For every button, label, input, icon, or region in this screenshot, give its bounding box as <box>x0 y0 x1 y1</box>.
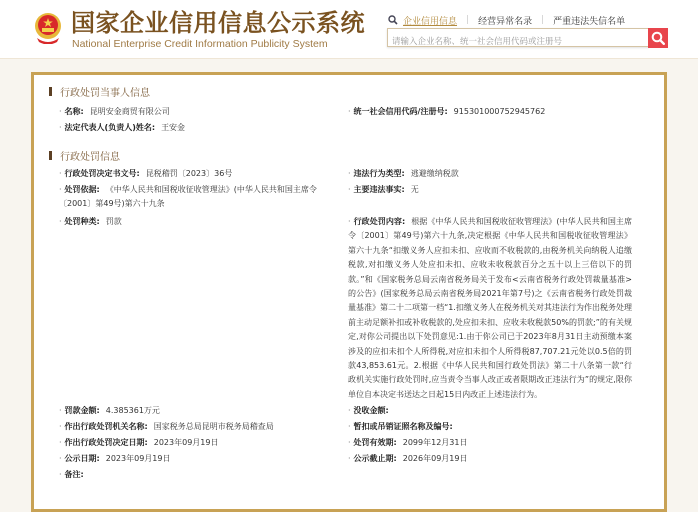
field-label: 作出行政处罚决定日期: <box>64 438 148 447</box>
field-label: 备注: <box>64 470 84 479</box>
nav-divider: | <box>466 15 470 25</box>
field-label: 没收金额: <box>353 406 389 415</box>
field-main-facts: · 主要违法事实: 无 <box>348 185 419 194</box>
field-decision-date: · 作出行政处罚决定日期: 2023年09月19日 <box>59 438 219 447</box>
field-authority: · 作出行政处罚机关名称: 国家税务总局昆明市税务局稽查局 <box>59 422 274 431</box>
field-remarks: · 备注: <box>59 470 84 479</box>
search-box <box>387 28 649 47</box>
field-label: 行政处罚决定书文号: <box>64 169 140 178</box>
field-value: 2099年12月31日 <box>402 438 468 447</box>
field-label: 处罚依据: <box>64 185 100 194</box>
field-value: 昆税稽罚〔2023〕36号 <box>145 169 233 178</box>
nav-divider: | <box>541 15 545 25</box>
field-publicity-end: · 公示截止期: 2026年09月19日 <box>348 454 468 463</box>
search-icon <box>651 31 665 45</box>
field-name: · 名称: 昆明安金商贸有限公司 <box>59 107 170 116</box>
site-subtitle: National Enterprise Credit Information Publicity System <box>72 38 328 50</box>
field-label: 罚款金额: <box>64 406 100 415</box>
section-marker <box>49 87 52 96</box>
field-value: 无 <box>410 185 419 194</box>
field-label: 暂扣或吊销证照名称及编号: <box>353 422 453 431</box>
field-value: 国家税务总局昆明市税务局稽查局 <box>153 422 274 431</box>
field-value: 昆明安金商贸有限公司 <box>89 107 170 116</box>
field-publicity-date: · 公示日期: 2023年09月19日 <box>59 454 171 463</box>
section-title-text: 行政处罚当事人信息 <box>60 88 150 99</box>
field-value: 2023年09月19日 <box>105 454 171 463</box>
search-button[interactable] <box>648 28 668 48</box>
field-penalty-content: · 行政处罚内容: 根据《中华人民共和国税收征收管理法》(中华人民共和国主席令〔2001〕第49号)第六十九条,决定根据《中华人民共和国税收征收管理法》第六十九条“扣缴义务人应扣未扣、应收而不收税款的,由税务机关向纳税人追缴税款,对扣缴义务人处应扣未扣、应收未收税款百分之五十以上三倍以下的罚款。”和《国家税务总局云南省税务局关于发布<云南省税务行政处罚裁量基准>的公告》(国家税务总局云南省税务局2021年第7号)之《云南省税务行政处罚裁量基准》第二十二项第一档“1.扣缴义务人在税务机关对其违法行为作出税务处理前主动足额补扣或补收税款的,处应扣未扣、应收未收税款50%的罚款;”的有关规定,对你公司提出以下处罚意见:1.由于你公司已于2023年8月31日主动预缴本案涉及的应扣未扣个人所得税,对应扣未扣个人所得税87,707.21元处以0.5倍的罚款43,853.61元。2.根据《中华人民共和国行政处罚法》第二十八条第一款“行政机关实施行政处罚时,应当责令当事人改正或者限期改正违法行为”的规定,限你单位自本决定书送达之日起15日内改正上述违法行为。 <box>348 217 632 399</box>
section-title-party <box>49 84 150 99</box>
field-value: 王安金 <box>161 123 186 132</box>
field-penalty-type: · 处罚种类: 罚款 <box>59 217 122 226</box>
field-validity: · 处罚有效期: 2099年12月31日 <box>348 438 468 447</box>
top-nav <box>388 13 625 27</box>
field-credit-code: · 统一社会信用代码/注册号: 915301000752945762 <box>348 107 546 116</box>
section-title-text: 行政处罚信息 <box>60 152 120 163</box>
field-label: 主要违法事实: <box>353 185 405 194</box>
field-value: 2026年09月19日 <box>402 454 468 463</box>
field-label: 名称: <box>64 107 84 116</box>
field-label: 处罚有效期: <box>353 438 397 447</box>
field-legal-rep: · 法定代表人(负责人)姓名: 王安金 <box>59 123 186 132</box>
field-fine-amount: · 罚款金额: 4.385361万元 <box>59 406 160 415</box>
search-input[interactable] <box>388 34 642 51</box>
field-label: 公示日期: <box>64 454 100 463</box>
field-license: · 暂扣或吊销证照名称及编号: <box>348 422 453 431</box>
field-label: 处罚种类: <box>64 217 100 226</box>
field-label: 法定代表人(负责人)姓名: <box>64 123 156 132</box>
field-value: 《中华人民共和国税收征收管理法》(中华人民共和国主席令〔2001〕第49号)第六十九条 <box>59 185 317 208</box>
site-header <box>0 0 698 59</box>
field-label: 行政处罚内容: <box>353 217 406 226</box>
field-value: 根据《中华人民共和国税收征收管理法》(中华人民共和国主席令〔2001〕第49号)第六十九条,决定根据《中华人民共和国税收征收管理法》第六十九条“扣缴义务人应扣未扣、应收而不收税款的,由税务机关向纳税人追缴税款,对扣缴义务人处应扣未扣、应收未收税款百分之五十以上三倍以下的罚款。”和《国家税务总局云南省税务局关于发布<云南省税务行政处罚裁量基准>的公告》(国家税务总局云南省税务局2021年第7号)之《云南省税务行政处罚裁量基准》第二十二项第一档“1.扣缴义务人在税务机关对其违法行为作出税务处理前主动足额补扣或补收税款的,处应扣未扣、应收未收税款50%的罚款;”的有关规定,对你公司提出以下处罚意见:1.由于你公司已于2023年8月31日主动预缴本案涉及的应扣未扣个人所得税,对应扣未扣个人所得税87,707.21元处以0.5倍的罚款43,853.61元。2.根据《中华人民共和国行政处罚法》第二十八条第一款“行政机关实施行政处罚时,应当责令当事人改正或者限期改正违法行为”的规定,限你单位自本决定书送达之日起15日内改正上述违法行为。 <box>348 217 632 399</box>
field-value: 逃避缴纳税款 <box>410 169 459 178</box>
national-emblem-icon <box>33 12 63 44</box>
section-marker <box>49 151 52 160</box>
field-label: 统一社会信用代码/注册号: <box>353 107 448 116</box>
section-title-penalty <box>49 148 120 163</box>
search-small-icon <box>388 15 398 25</box>
field-label: 作出行政处罚机关名称: <box>64 422 148 431</box>
nav-enterprise-credit[interactable]: 企业信用信息 <box>403 16 458 27</box>
field-decision-no: · 行政处罚决定书文号: 昆税稽罚〔2023〕36号 <box>59 169 233 178</box>
field-violation-type: · 违法行为类型: 逃避缴纳税款 <box>348 169 459 178</box>
field-value: 4.385361万元 <box>105 406 160 415</box>
field-confiscation: · 没收金额: <box>348 406 389 415</box>
site-title: 国家企业信用信息公示系统 <box>71 9 365 37</box>
field-value: 2023年09月19日 <box>153 438 219 447</box>
field-value: 915301000752945762 <box>453 107 546 116</box>
field-basis: · 处罚依据: 《中华人民共和国税收征收管理法》(中华人民共和国主席令〔2001〕第49号)第六十九条 <box>59 185 317 208</box>
field-value: 罚款 <box>105 217 122 226</box>
field-label: 公示截止期: <box>353 454 397 463</box>
field-label: 违法行为类型: <box>353 169 405 178</box>
nav-serious-violation-list[interactable]: 严重违法失信名单 <box>553 16 626 27</box>
nav-abnormal-list[interactable]: 经营异常名录 <box>478 16 533 27</box>
